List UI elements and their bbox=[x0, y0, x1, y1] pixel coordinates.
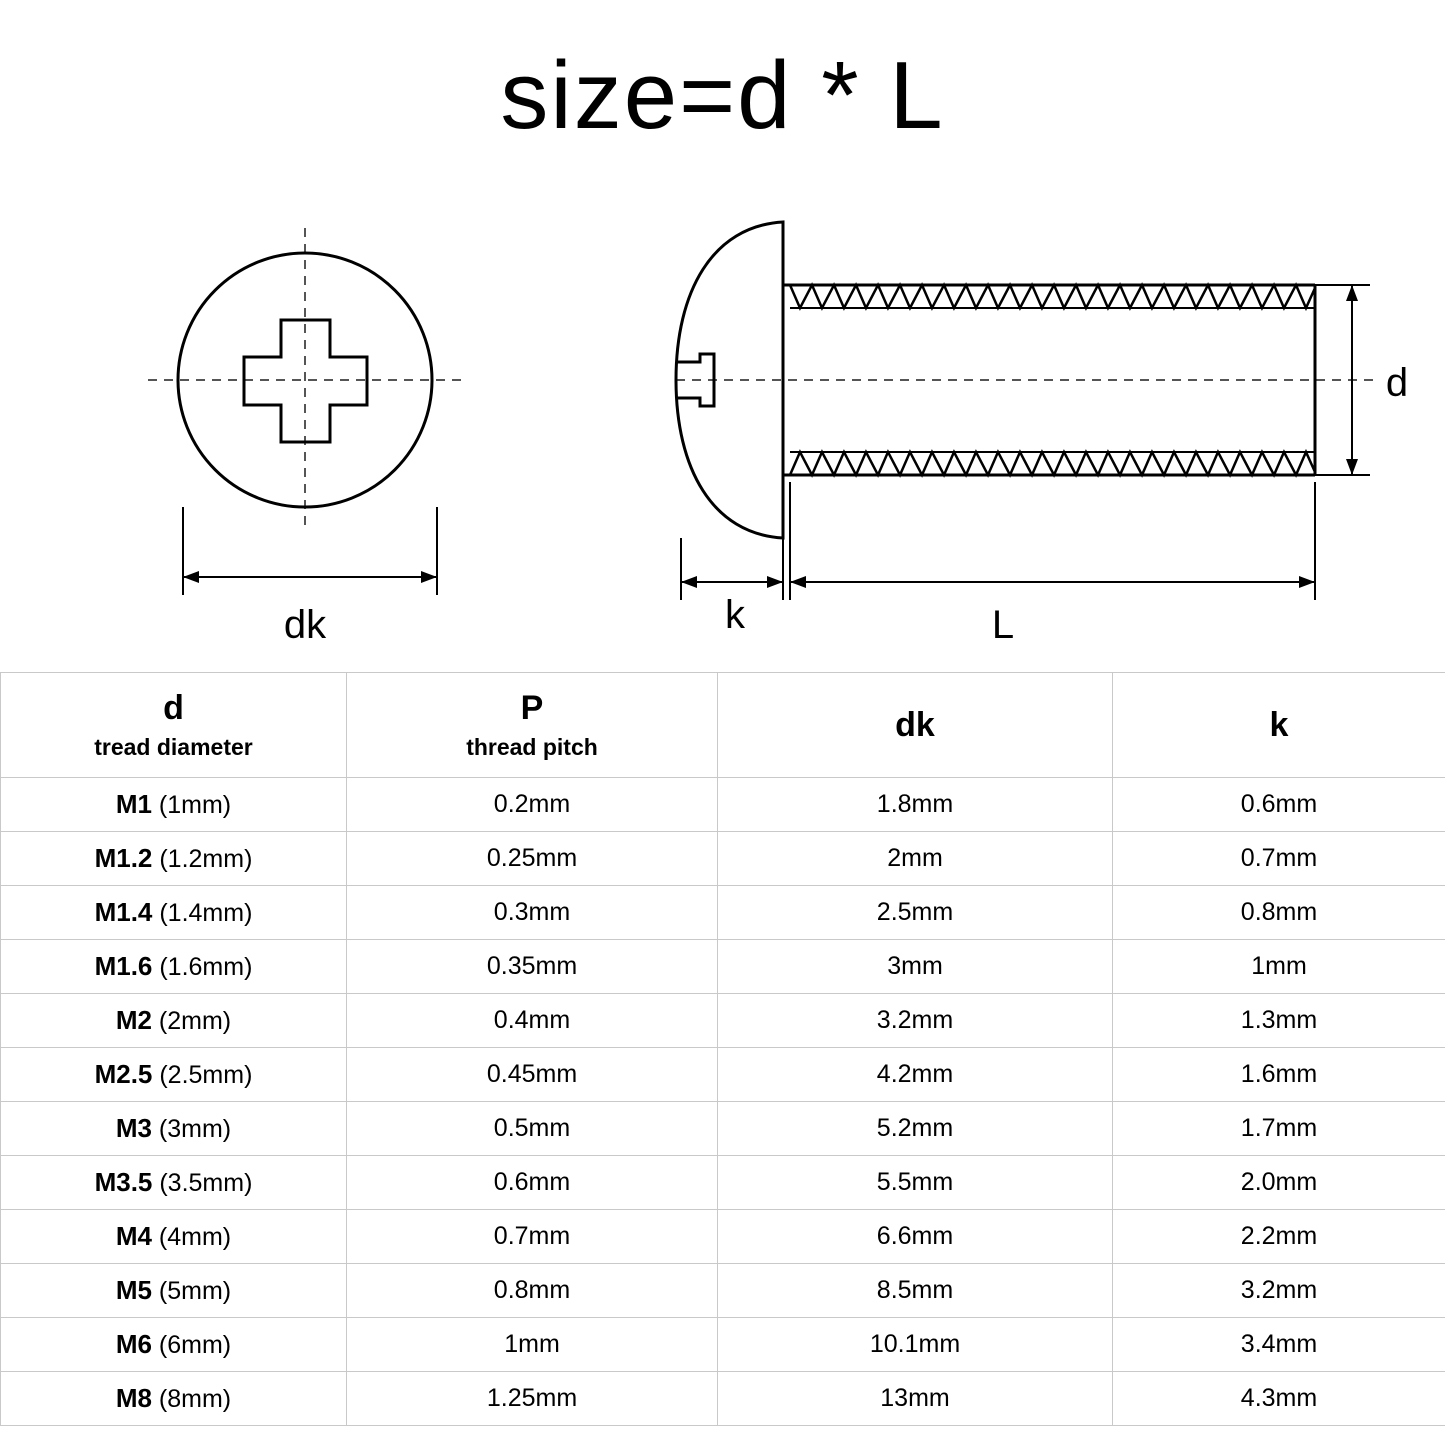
cell-d-name: M4 bbox=[115, 1221, 152, 1251]
screw-diagram bbox=[0, 200, 1445, 670]
column-header-dk bbox=[718, 673, 1113, 778]
column-header-p-main: P bbox=[520, 688, 544, 727]
cell-k: 0.8mm bbox=[1113, 886, 1445, 940]
cell-d bbox=[1, 1156, 347, 1210]
cell-p: 0.2mm bbox=[347, 778, 718, 832]
cell-dk: 1.8mm bbox=[718, 778, 1113, 832]
cell-d bbox=[1, 1372, 347, 1426]
cell-d-name: M8 bbox=[115, 1383, 152, 1413]
cell-k: 2.0mm bbox=[1113, 1156, 1445, 1210]
cell-d bbox=[1, 1318, 347, 1372]
cell-p: 0.3mm bbox=[347, 886, 718, 940]
cell-d bbox=[1, 778, 347, 832]
column-header-p-sub: thread pitch bbox=[466, 734, 598, 761]
table-row bbox=[1, 940, 1445, 994]
cell-k: 1.6mm bbox=[1113, 1048, 1445, 1102]
cell-k: 0.6mm bbox=[1113, 778, 1445, 832]
table-row bbox=[1, 1264, 1445, 1318]
cell-d-name: M2.5 bbox=[94, 1059, 153, 1089]
cell-d bbox=[1, 1210, 347, 1264]
cell-k: 1.7mm bbox=[1113, 1102, 1445, 1156]
cell-dk: 8.5mm bbox=[718, 1264, 1113, 1318]
cell-k: 1.3mm bbox=[1113, 994, 1445, 1048]
column-header-d bbox=[1, 673, 347, 778]
cell-d-paren: (1.6mm) bbox=[159, 953, 253, 981]
cell-d-name: M1.2 bbox=[94, 843, 153, 873]
cell-k: 0.7mm bbox=[1113, 832, 1445, 886]
cell-dk: 6.6mm bbox=[718, 1210, 1113, 1264]
cell-p: 0.5mm bbox=[347, 1102, 718, 1156]
cell-p: 0.6mm bbox=[347, 1156, 718, 1210]
column-header-k bbox=[1113, 673, 1445, 778]
cell-d-paren: (2.5mm) bbox=[159, 1061, 253, 1089]
cell-d bbox=[1, 994, 347, 1048]
cell-p: 1.25mm bbox=[347, 1372, 718, 1426]
table-row bbox=[1, 1372, 1445, 1426]
cell-k: 4.3mm bbox=[1113, 1372, 1445, 1426]
column-header-d-main: d bbox=[163, 688, 184, 727]
label-L: L bbox=[991, 603, 1015, 647]
label-dk: dk bbox=[283, 603, 327, 647]
cell-p: 0.45mm bbox=[347, 1048, 718, 1102]
cell-d-name: M3.5 bbox=[94, 1167, 153, 1197]
cell-d-name: M2 bbox=[115, 1005, 152, 1035]
cell-d bbox=[1, 832, 347, 886]
table-row bbox=[1, 832, 1445, 886]
table-row bbox=[1, 1102, 1445, 1156]
cell-dk: 3.2mm bbox=[718, 994, 1113, 1048]
cell-d-paren: (2mm) bbox=[158, 1007, 232, 1035]
cell-d-name: M3 bbox=[115, 1113, 152, 1143]
label-d: d bbox=[1385, 361, 1409, 405]
cell-p: 0.4mm bbox=[347, 994, 718, 1048]
cell-d-paren: (3.5mm) bbox=[159, 1169, 253, 1197]
column-header-p bbox=[347, 673, 718, 778]
cell-dk: 2mm bbox=[718, 832, 1113, 886]
cell-d-paren: (4mm) bbox=[158, 1223, 232, 1251]
cell-dk: 13mm bbox=[718, 1372, 1113, 1426]
cell-k: 3.2mm bbox=[1113, 1264, 1445, 1318]
cell-d-paren: (1.2mm) bbox=[159, 845, 253, 873]
cell-d bbox=[1, 886, 347, 940]
label-k: k bbox=[725, 593, 745, 637]
table-row bbox=[1, 1156, 1445, 1210]
cell-k: 1mm bbox=[1113, 940, 1445, 994]
cell-dk: 5.5mm bbox=[718, 1156, 1113, 1210]
column-header-dk-main: dk bbox=[895, 705, 935, 744]
table-header-row bbox=[1, 673, 1445, 778]
column-header-d-sub: tread diameter bbox=[94, 734, 253, 761]
cell-p: 0.8mm bbox=[347, 1264, 718, 1318]
cell-k: 2.2mm bbox=[1113, 1210, 1445, 1264]
cell-d-name: M1 bbox=[115, 789, 152, 819]
page-title: size=d * L bbox=[500, 42, 945, 149]
cell-d-paren: (6mm) bbox=[158, 1331, 232, 1359]
cell-dk: 5.2mm bbox=[718, 1102, 1113, 1156]
cell-d-paren: (5mm) bbox=[158, 1277, 232, 1305]
screw-size-table bbox=[0, 672, 1445, 1426]
table-body bbox=[1, 778, 1445, 1426]
cell-d-paren: (3mm) bbox=[158, 1115, 232, 1143]
cell-d-name: M1.6 bbox=[94, 951, 153, 981]
cell-dk: 4.2mm bbox=[718, 1048, 1113, 1102]
cell-d bbox=[1, 1048, 347, 1102]
cell-k: 3.4mm bbox=[1113, 1318, 1445, 1372]
cell-dk: 3mm bbox=[718, 940, 1113, 994]
cell-d bbox=[1, 1102, 347, 1156]
cell-d-paren: (8mm) bbox=[158, 1385, 232, 1413]
cell-d-paren: (1.4mm) bbox=[159, 899, 253, 927]
cell-d-name: M1.4 bbox=[94, 897, 153, 927]
cell-p: 0.7mm bbox=[347, 1210, 718, 1264]
table-row bbox=[1, 1048, 1445, 1102]
table-row bbox=[1, 886, 1445, 940]
cell-d-name: M5 bbox=[115, 1275, 152, 1305]
cell-p: 1mm bbox=[347, 1318, 718, 1372]
table-row bbox=[1, 994, 1445, 1048]
cell-p: 0.35mm bbox=[347, 940, 718, 994]
table-row bbox=[1, 1210, 1445, 1264]
cell-d bbox=[1, 1264, 347, 1318]
cell-d-name: M6 bbox=[115, 1329, 152, 1359]
cell-d-paren: (1mm) bbox=[158, 791, 232, 819]
table-row bbox=[1, 1318, 1445, 1372]
column-header-k-main: k bbox=[1269, 705, 1289, 744]
cell-d bbox=[1, 940, 347, 994]
cell-dk: 10.1mm bbox=[718, 1318, 1113, 1372]
table-row bbox=[1, 778, 1445, 832]
cell-dk: 2.5mm bbox=[718, 886, 1113, 940]
cell-p: 0.25mm bbox=[347, 832, 718, 886]
